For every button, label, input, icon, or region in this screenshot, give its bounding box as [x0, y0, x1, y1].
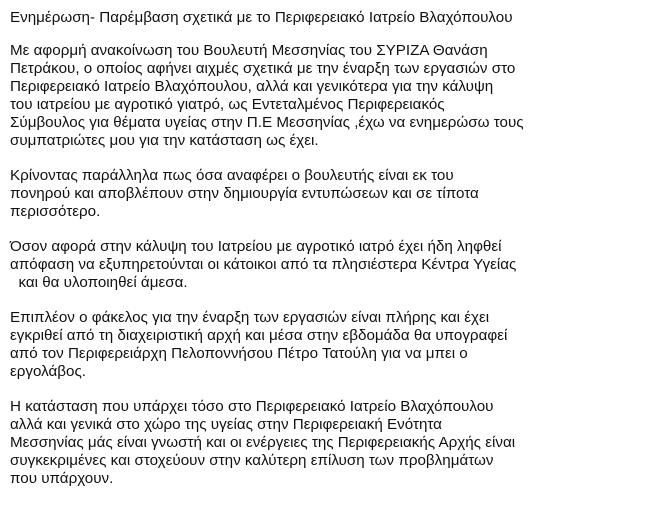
paragraph-2: [10, 167, 655, 221]
paragraph-line: Περιφερειακό Ιατρείο Βλαχόπουλου, αλλά και γενικότερα για την κάλυψη: [10, 78, 494, 95]
paragraph-line: που υπάρχουν.: [10, 470, 114, 487]
paragraph-line: Όσον αφορά στην κάλυψη του Ιατρείου με αγροτικό ιατρό έχει ήδη ληφθεί: [10, 238, 502, 255]
paragraph-line: πονηρού και αποβλέπουν στην δημιουργία εντυπώσεων και σε τίποτα: [10, 185, 479, 202]
paragraph-line: απόφαση να εξυπηρετούνται οι κάτοικοι από τα πλησιέστερα Κέντρα Υγείας: [10, 256, 517, 273]
paragraph-1: [10, 42, 655, 150]
document: [10, 9, 655, 505]
paragraph-line: Επιπλέον ο φάκελος για την έναρξη των εργασιών είναι πλήρης και έχει: [10, 309, 490, 326]
paragraph-line: Με αφορμή ανακοίνωση του Βουλευτή Μεσσηνίας του ΣΥΡΙΖΑ Θανάση: [10, 42, 488, 59]
paragraph-line: Μεσσηνίας μάς είναι γνωστή και οι ενέργειες της Περιφερειακής Αρχής είναι: [10, 434, 516, 451]
document-title: Ενημέρωση- Παρέμβαση σχετικά με το Περιφερειακό Ιατρείο Βλαχόπουλου: [10, 9, 513, 26]
paragraph-line: Πετράκου, ο οποίος αφήνει αιχμές σχετικά με την έναρξη των εργασιών στο: [10, 60, 516, 77]
paragraph-3: [10, 238, 655, 292]
paragraph-line: εγκριθεί από τη διαχειριστική αρχή και μέσα στην εβδομάδα θα υπογραφεί: [10, 327, 508, 344]
paragraph-line: Κρίνοντας παράλληλα πως όσα αναφέρει ο βουλευτής είναι εκ του: [10, 167, 454, 184]
paragraph-line: Η κατάσταση που υπάρχει τόσο στο Περιφερειακό Ιατρείο Βλαχόπουλου: [10, 398, 494, 415]
paragraph-line: περισσότερο.: [10, 203, 101, 220]
paragraph-line: συμπατριώτες μου για την κατάσταση ως έχει.: [10, 132, 319, 149]
paragraph-line: και θα υλοποιηθεί άμεσα.: [10, 274, 188, 291]
paragraph-4: [10, 309, 655, 381]
paragraph-line: αλλά και γενικά στο χώρο της υγείας στην Περιφερειακή Ενότητα: [10, 416, 442, 433]
paragraph-line: συγκεκριμένες και στοχεύουν στην καλύτερη επίλυση των προβλημάτων: [10, 452, 494, 469]
paragraph-line: από τον Περιφερειάρχη Πελοποννήσου Πέτρο Τατούλη για να μπει ο: [10, 345, 468, 362]
paragraph-line: εργολάβος.: [10, 363, 87, 380]
paragraph-line: του ιατρείου με αγροτικό γιατρό, ως Εντεταλμένος Περιφερειακός: [10, 96, 445, 113]
paragraph-5: [10, 398, 655, 488]
paragraph-line: Σύμβουλος για θέματα υγείας στην Π.Ε Μεσσηνίας ,έχω να ενημερώσω τους: [10, 114, 524, 131]
